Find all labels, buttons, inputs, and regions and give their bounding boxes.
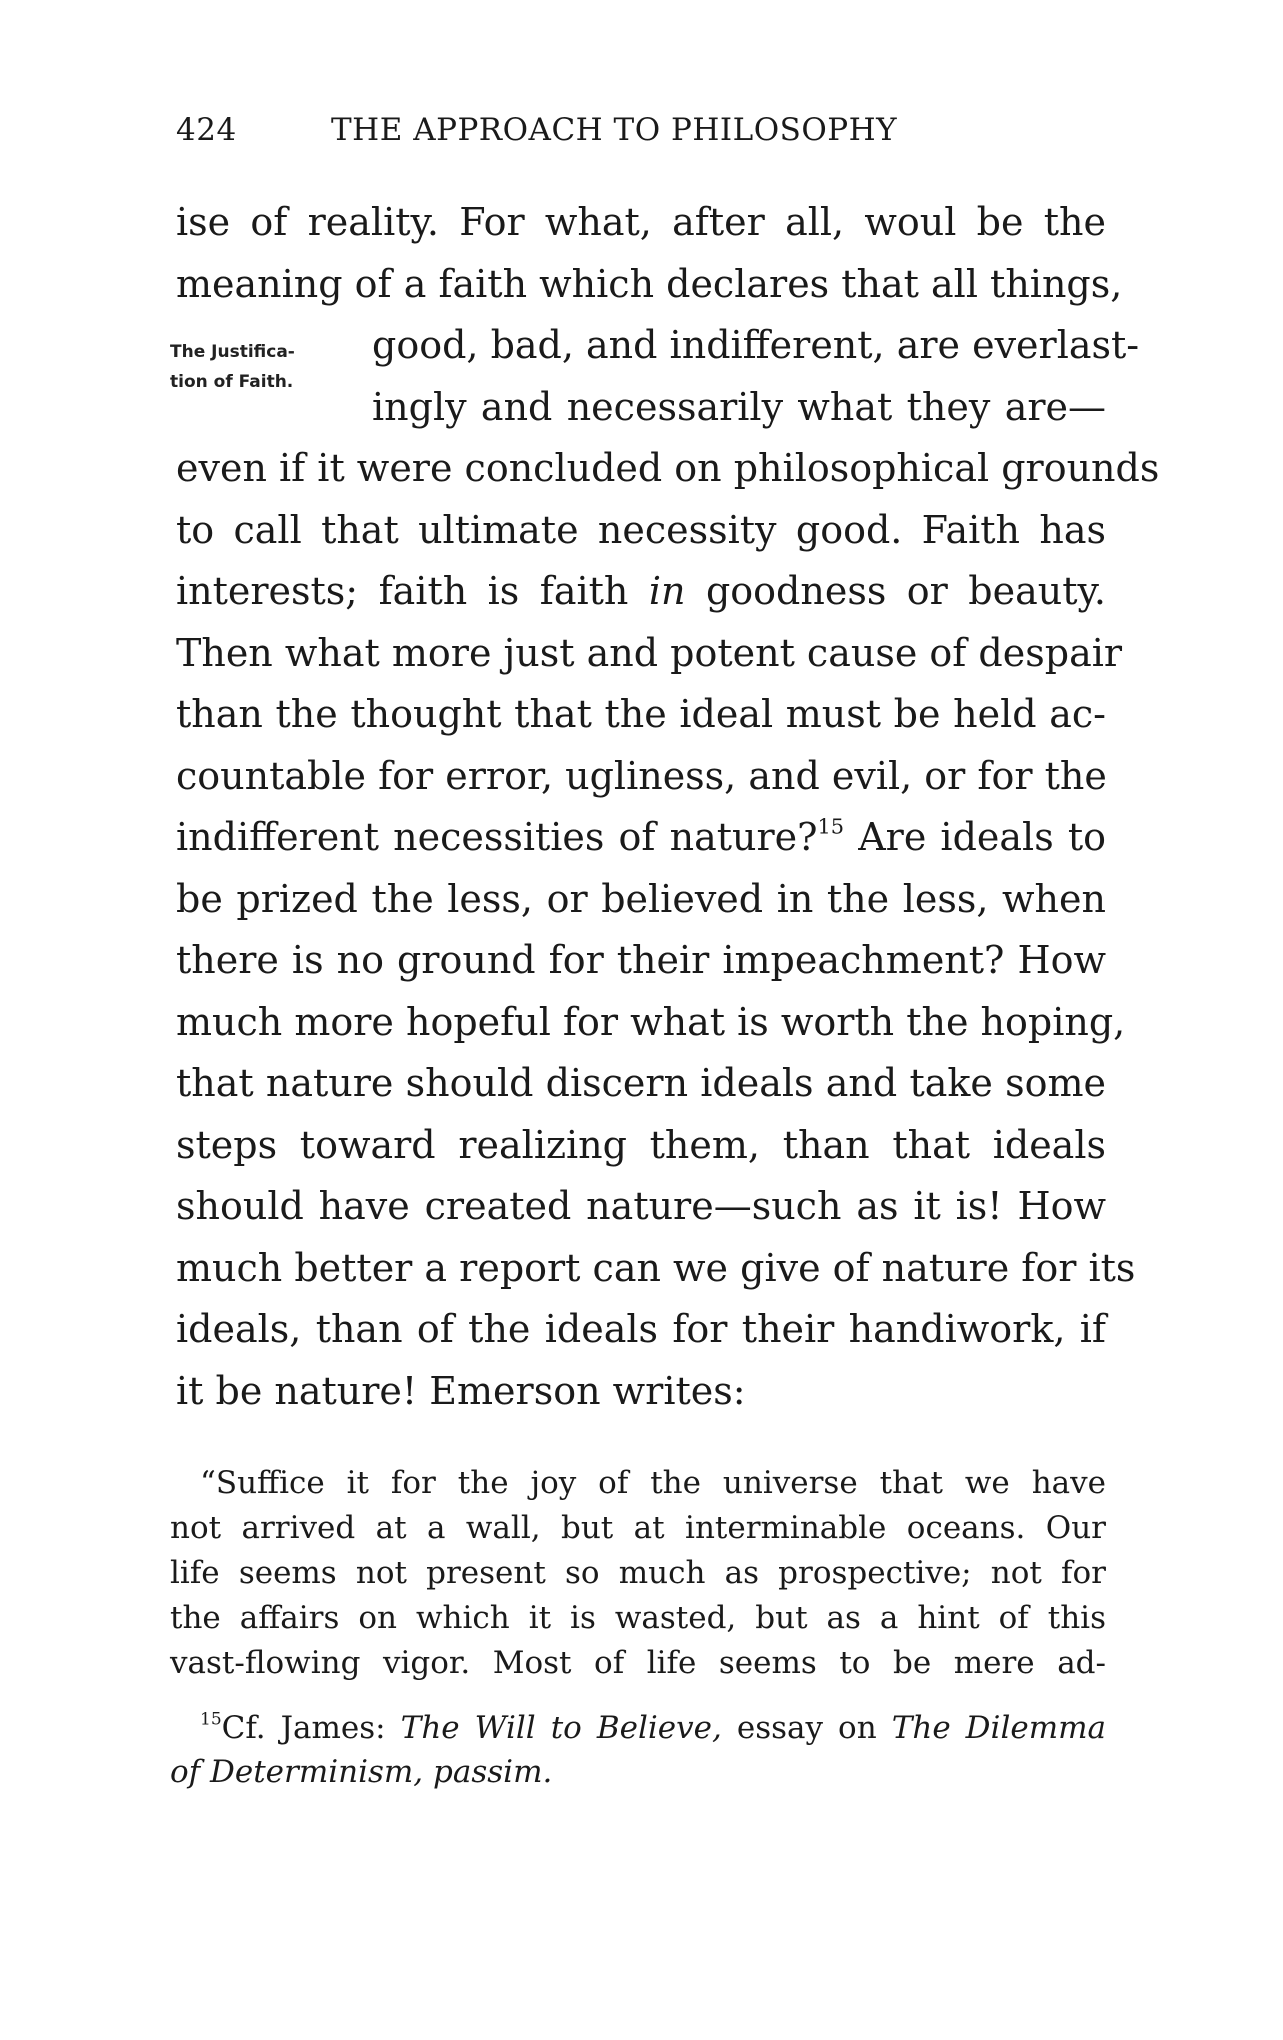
footnote-passim: passim. bbox=[433, 1754, 553, 1790]
text-line: ise of reality. For what, after all, woul be the bbox=[176, 200, 1106, 244]
footnote bbox=[170, 1706, 1106, 1794]
page-number: 424 bbox=[176, 112, 237, 148]
text-line: much better a report can we give of nature for its bbox=[176, 1245, 1136, 1290]
quote-line: life seems not present so much as prospective; not for bbox=[170, 1555, 1106, 1591]
text-line: steps toward realizing them, than that ideals bbox=[176, 1122, 1106, 1167]
quote-line: vast-flowing vigor. Most of life seems to be mere ad- bbox=[170, 1645, 1106, 1681]
margin-note-line: tion of Faith. bbox=[170, 372, 294, 392]
text-segment: interests; faith is faith bbox=[176, 569, 629, 613]
text-line: than the thought that the ideal must be held ac- bbox=[176, 692, 1106, 736]
footnote-marker: 15 bbox=[200, 1709, 222, 1730]
text-line: Then what more just and potent cause of despair bbox=[176, 630, 1123, 675]
footnote-work-title: The Dilemma bbox=[891, 1710, 1106, 1746]
footnote-work-title: of Determinism, bbox=[170, 1754, 424, 1790]
footnote-lead bbox=[200, 1710, 722, 1746]
block-quote bbox=[170, 1461, 1106, 1686]
text-line: much more hopeful for what is worth the hoping, bbox=[176, 999, 1126, 1044]
quote-line: the affairs on which it is wasted, but as a hint of this bbox=[170, 1600, 1106, 1636]
text-line: to call that ultimate necessity good. Faith has bbox=[176, 507, 1106, 552]
footnote-text: essay on bbox=[736, 1710, 877, 1746]
text-line: countable for error, ugliness, and evil, or for the bbox=[176, 753, 1107, 798]
running-head bbox=[176, 112, 1106, 162]
text-line: ideals, than of the ideals for their handiwork, if bbox=[176, 1307, 1106, 1351]
footnote-line bbox=[170, 1750, 1106, 1794]
text-line: meaning of a faith which declares that all things, bbox=[176, 261, 1123, 306]
text-line: there is no ground for their impeachment? How bbox=[176, 938, 1106, 982]
text-line bbox=[176, 561, 1106, 623]
italic-word: in bbox=[648, 569, 686, 613]
text-line: be prized the less, or believed in the less, when bbox=[176, 876, 1106, 921]
text-segment bbox=[176, 815, 844, 859]
footnote-ref: 15 bbox=[817, 814, 845, 839]
text-line: that nature should discern ideals and take some bbox=[176, 1061, 1106, 1105]
text-segment: indifferent necessities of nature? bbox=[176, 815, 818, 859]
text-line: ingly and necessarily what they are— bbox=[372, 384, 1106, 429]
footnote-line bbox=[170, 1706, 1106, 1750]
footnote-prefix: Cf. James: bbox=[221, 1710, 401, 1746]
running-title: THE APPROACH TO PHILOSOPHY bbox=[331, 112, 898, 148]
text-line: should have created nature—such as it is! How bbox=[176, 1184, 1106, 1228]
text-segment: goodness or beauty. bbox=[705, 569, 1106, 613]
quote-line: “Suffice it for the joy of the universe that we have bbox=[200, 1465, 1106, 1501]
text-line: good, bad, and indifferent, are everlast- bbox=[372, 323, 1140, 367]
text-segment: Are ideals to bbox=[858, 815, 1106, 859]
footnote-work-title: The Will to Believe, bbox=[400, 1710, 722, 1746]
text-line: even if it were concluded on philosophical grounds bbox=[176, 446, 1160, 490]
text-line bbox=[176, 807, 1106, 869]
quote-line: not arrived at a wall, but at interminable oceans. Our bbox=[170, 1510, 1106, 1546]
text-line: it be nature! Emerson writes: bbox=[176, 1368, 746, 1413]
body-text bbox=[176, 192, 1160, 1422]
margin-note-line: The Justifica- bbox=[170, 342, 295, 362]
